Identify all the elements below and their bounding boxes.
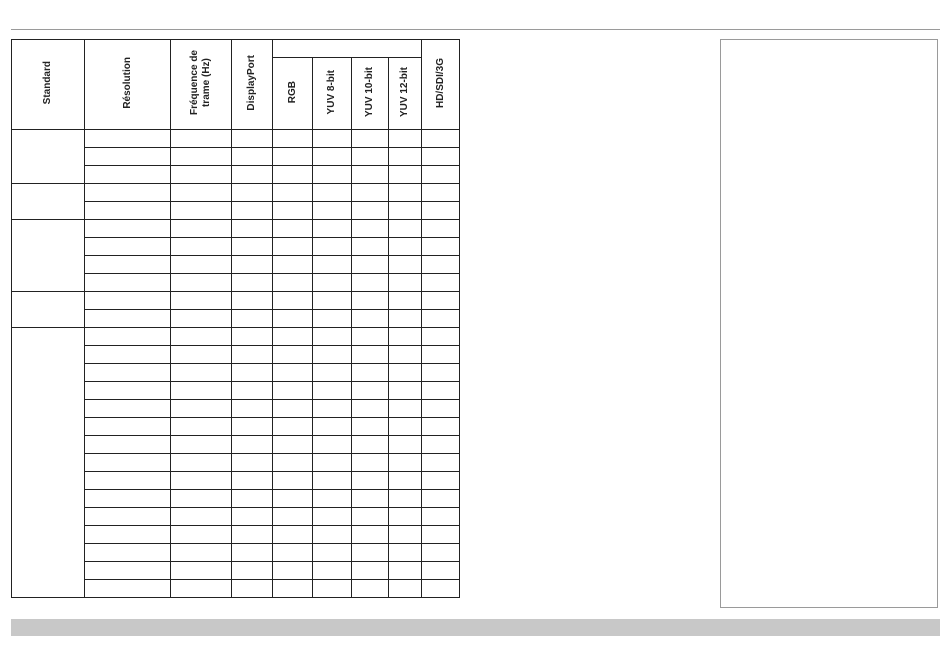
table-cell [85,526,171,544]
table-row [12,220,460,238]
table-cell [352,220,389,238]
table-cell [85,490,171,508]
table-cell [313,454,352,472]
header-hdsdi [422,40,460,130]
table-cell [389,544,422,562]
table-cell [232,202,273,220]
table-cell [273,382,313,400]
table-cell [389,238,422,256]
table-cell [85,544,171,562]
table-cell [273,184,313,202]
table-cell [422,382,460,400]
table-cell [273,130,313,148]
table-cell [313,490,352,508]
table-cell [422,526,460,544]
header-standard-label: Standard [42,61,53,105]
table-cell [171,562,232,580]
table-cell [171,166,232,184]
table-cell [232,238,273,256]
table-cell [232,184,273,202]
table-cell [232,418,273,436]
header-yuv12-label: YUV 12-bit [399,66,410,117]
table-row [12,328,460,346]
table-cell [85,400,171,418]
table-cell [85,130,171,148]
table-cell [232,490,273,508]
table-cell [422,274,460,292]
table-cell [313,130,352,148]
header-group [273,40,422,58]
side-panel [720,39,938,608]
table-cell [422,472,460,490]
table-cell [352,184,389,202]
table-cell [171,544,232,562]
table-cell [171,292,232,310]
standard-cell [12,130,85,184]
footer-bar [11,619,940,636]
table-cell [422,544,460,562]
header-yuv12 [389,58,422,130]
table-cell [422,202,460,220]
table-cell [171,418,232,436]
table-cell [232,562,273,580]
table-cell [313,292,352,310]
table-cell [273,526,313,544]
table-cell [313,220,352,238]
table-cell [273,454,313,472]
table-cell [273,418,313,436]
table-row [12,184,460,202]
table-cell [171,274,232,292]
table-cell [232,130,273,148]
table-cell [389,310,422,328]
table-cell [313,418,352,436]
table-cell [352,472,389,490]
table-cell [389,490,422,508]
header-frame-rate-line2: trame (Hz) [201,58,212,108]
table-cell [389,184,422,202]
table-cell [171,508,232,526]
table-cell [273,346,313,364]
table-cell [232,310,273,328]
table-cell [171,526,232,544]
table-cell [273,148,313,166]
header-resolution-label: Résolution [121,57,133,109]
table-cell [422,400,460,418]
table-cell [273,436,313,454]
table-cell [422,364,460,382]
table-cell [313,382,352,400]
table-cell [352,274,389,292]
table-cell [422,418,460,436]
table-cell [352,562,389,580]
header-yuv10-label: YUV 10-bit [364,66,375,117]
header-standard [12,40,85,130]
top-rule [11,29,940,30]
table-cell [389,292,422,310]
table-cell [232,256,273,274]
table-cell [232,454,273,472]
header-rgb-label: RGB [286,80,298,104]
table-cell [273,238,313,256]
table-cell [389,274,422,292]
table-cell [85,364,171,382]
table-cell [389,562,422,580]
header-yuv10 [352,58,389,130]
table-cell [273,202,313,220]
table-cell [389,346,422,364]
table-cell [313,472,352,490]
table-cell [313,562,352,580]
table-cell [171,400,232,418]
table-cell [313,166,352,184]
table-cell [313,184,352,202]
header-frame-rate-line1: Fréquence de [189,50,200,116]
table-cell [85,472,171,490]
header-displayport [232,40,273,130]
table-cell [232,580,273,598]
standard-cell [12,184,85,220]
table-row [12,130,460,148]
table-cell [389,328,422,346]
table-cell [232,364,273,382]
table-cell [352,328,389,346]
header-rgb [273,58,313,130]
table-cell [313,202,352,220]
table-cell [232,346,273,364]
table-cell [313,274,352,292]
table-cell [171,130,232,148]
table-cell [313,256,352,274]
table-row [12,292,460,310]
table-cell [171,364,232,382]
table-cell [273,274,313,292]
table-cell [313,400,352,418]
table-cell [352,130,389,148]
table-cell [389,130,422,148]
table-cell [389,220,422,238]
table-cell [171,148,232,166]
header-frame-rate [171,40,232,130]
table-cell [171,472,232,490]
table-cell [389,364,422,382]
table-cell [171,220,232,238]
standard-cell [12,292,85,328]
table-cell [85,454,171,472]
table-cell [171,310,232,328]
table-cell [85,166,171,184]
table-cell [171,346,232,364]
table-cell [273,562,313,580]
table-cell [273,580,313,598]
table-cell [232,328,273,346]
table-cell [352,508,389,526]
table-cell [232,220,273,238]
table-cell [85,184,171,202]
table-cell [389,256,422,274]
table-cell [352,166,389,184]
header-hdsdi-label: HD/SDI/3G [434,57,446,108]
table-cell [389,580,422,598]
table-cell [273,472,313,490]
standard-cell [12,328,85,598]
table-cell [171,454,232,472]
table-cell [85,562,171,580]
header-displayport-label: DisplayPort [246,55,257,111]
table-cell [389,418,422,436]
table-cell [352,436,389,454]
table-cell [389,436,422,454]
table-cell [171,382,232,400]
table-cell [232,526,273,544]
table-cell [232,472,273,490]
table-cell [389,472,422,490]
signal-compatibility-table [11,39,460,598]
table-cell [422,220,460,238]
table-cell [313,148,352,166]
table-cell [85,310,171,328]
header-frame-rate-label [189,50,213,115]
table-cell [389,166,422,184]
table-cell [352,202,389,220]
table-cell [85,148,171,166]
table-cell [313,544,352,562]
table-cell [422,346,460,364]
table-cell [85,202,171,220]
table-cell [171,238,232,256]
table-cell [273,166,313,184]
table-cell [422,328,460,346]
table-cell [171,328,232,346]
table-cell [389,202,422,220]
table-cell [85,418,171,436]
table-cell [85,382,171,400]
table-cell [273,256,313,274]
table-cell [422,166,460,184]
table-cell [85,256,171,274]
table-cell [313,508,352,526]
table-cell [352,418,389,436]
table-cell [232,274,273,292]
table-cell [273,292,313,310]
table-cell [232,292,273,310]
table-cell [85,238,171,256]
table-cell [273,544,313,562]
table-cell [273,490,313,508]
table-cell [389,148,422,166]
table-cell [389,382,422,400]
table-cell [422,454,460,472]
table-cell [422,184,460,202]
table-cell [352,400,389,418]
table-cell [352,238,389,256]
table-cell [352,310,389,328]
table-cell [171,490,232,508]
table-cell [171,580,232,598]
table-cell [232,508,273,526]
table-cell [389,508,422,526]
table-cell [85,220,171,238]
table-cell [232,148,273,166]
table-cell [85,508,171,526]
table-cell [273,400,313,418]
table-cell [313,580,352,598]
table-cell [422,508,460,526]
table-cell [313,526,352,544]
table-cell [352,364,389,382]
table-cell [352,544,389,562]
table-cell [352,382,389,400]
table-cell [352,526,389,544]
table-cell [232,382,273,400]
table-cell [313,364,352,382]
table-cell [313,238,352,256]
table-cell [422,436,460,454]
table-cell [313,310,352,328]
table-cell [273,508,313,526]
table-cell [389,400,422,418]
table-cell [273,364,313,382]
table-cell [352,490,389,508]
table-cell [85,274,171,292]
table-cell [171,184,232,202]
table-cell [273,220,313,238]
table-cell [313,346,352,364]
table-cell [422,256,460,274]
header-yuv8-label: YUV 8-bit [326,69,337,115]
header-yuv8 [313,58,352,130]
table-cell [422,292,460,310]
table-cell [273,328,313,346]
standard-cell [12,220,85,292]
table-cell [232,400,273,418]
table-cell [422,238,460,256]
table-cell [273,310,313,328]
table-cell [422,562,460,580]
table-cell [422,130,460,148]
table-cell [313,436,352,454]
table-cell [352,346,389,364]
table-cell [389,526,422,544]
table-cell [85,580,171,598]
table-cell [232,166,273,184]
table-cell [422,490,460,508]
table-cell [352,256,389,274]
table-cell [85,328,171,346]
table-cell [171,256,232,274]
table-cell [171,436,232,454]
table-cell [171,202,232,220]
table-cell [352,454,389,472]
table-cell [85,292,171,310]
table-cell [85,436,171,454]
table-cell [422,310,460,328]
header-resolution [85,40,171,130]
table-cell [422,148,460,166]
table-cell [422,580,460,598]
table-cell [232,544,273,562]
table-cell [352,292,389,310]
table-body [12,130,460,598]
table-cell [389,454,422,472]
table-cell [313,328,352,346]
table-cell [232,436,273,454]
table-cell [85,346,171,364]
table-cell [352,148,389,166]
table-cell [352,580,389,598]
